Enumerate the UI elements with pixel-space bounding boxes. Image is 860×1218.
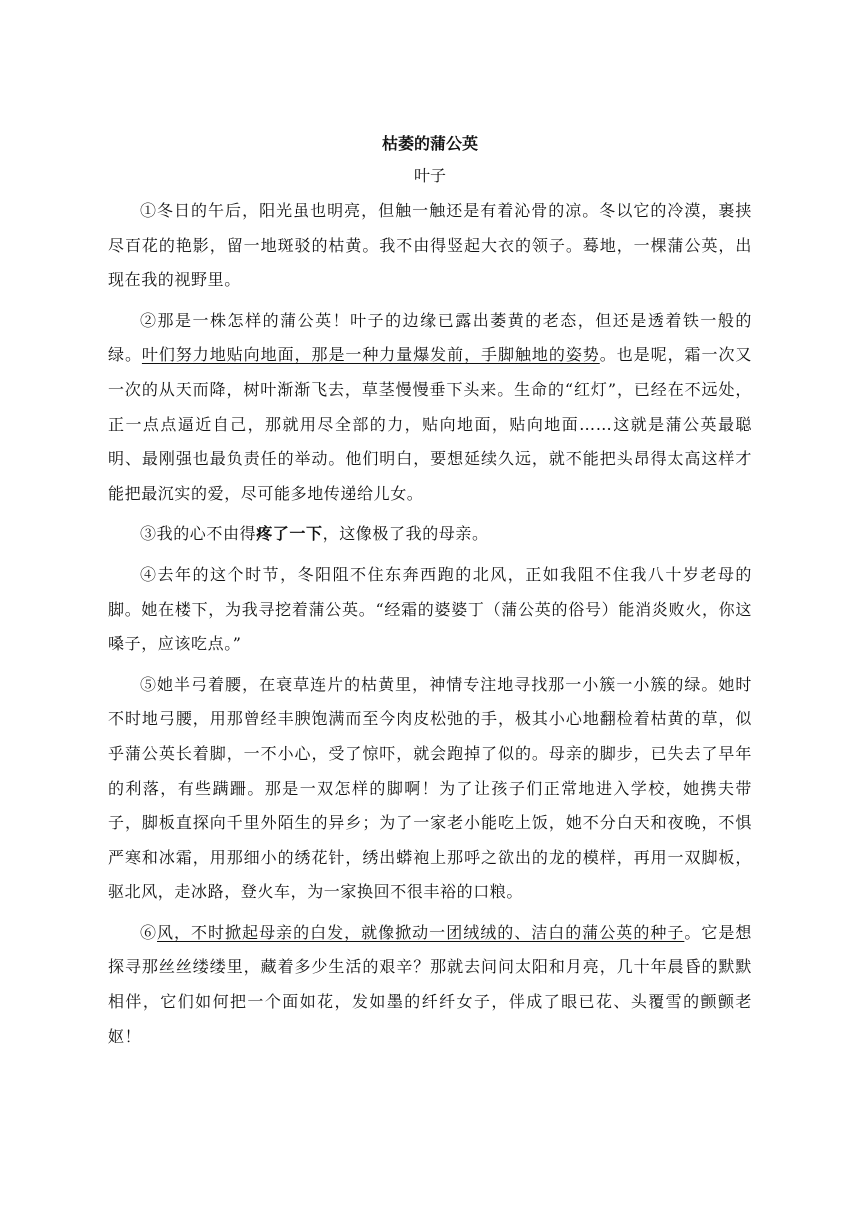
paragraph-3-text-b: ，这像极了我的母亲。 bbox=[322, 524, 489, 544]
paragraph-5: ⑤她半弓着腰，在衰草连片的枯黄里，神情专注地寻找那一小簇一小簇的绿。她时不时地弓腰，用那曾经丰腴饱满而至今肉皮松弛的手，极其小心地翻检着枯黄的草，似乎蒲公英长着脚，一不小心，受了惊吓，就会跑掉了似的。母亲的脚步，已失去了早年的利落，有些蹒跚。那是一双怎样的脚啊！为了让孩子们正常地进入学校，她携夫带子，脚板直探向千里外陌生的异乡；为了一家老小能吃上饭，她不分白天和夜晚，不惧严寒和冰霜，用那细小的绣花针，绣出蟒袍上那呼之欲出的龙的模样，再用一双脚板，驱北风，走冰路，登火车，为一家换回不很丰裕的口粮。 bbox=[108, 674, 752, 902]
paragraph-3-bold-phrase: 疼了一下 bbox=[256, 524, 323, 544]
document-page bbox=[108, 128, 752, 1054]
paragraph-2-underlined-sentence: 叶们努力地贴向地面，那是一种力量爆发前，手脚触地的姿势 bbox=[141, 345, 600, 365]
paragraph-2-text-b: 。也是呢，霜一次又一次的从天而降，树叶渐渐飞去，草茎慢慢垂下头来。生命的“红灯”，已经在不远处，正一点点逼近自己，那就用尽全部的力，贴向地面，贴向地面……这就是蒲公英最聪明、最刚强也最负责任的举动。他们明白，要想延续久远，就不能把头昂得太高这样才能把最沉实的爱，尽可能多地传递给儿女。 bbox=[108, 345, 753, 503]
paragraph-2-text-a: ②那是一株怎样的蒲公英！叶子的边缘已露出萎黄的老态，但还是透着铁一般的绿。 bbox=[108, 310, 752, 365]
paragraph-3-text-a: ③我的心不由得 bbox=[140, 524, 257, 544]
paragraph-6 bbox=[108, 916, 752, 1054]
article-author: 叶子 bbox=[413, 166, 446, 185]
paragraph-6-text-b: 。它是想探寻那丝丝缕缕里，藏着多少生活的艰辛？那就去问问太阳和月亮，几十年晨昏的默默相伴，它们如何把一个面如花，发如墨的纤纤女子，伴成了眼已花、头覆雪的颤颤老妪！ bbox=[108, 922, 752, 1046]
paragraph-1: ①冬日的午后，阳光虽也明亮，但触一触还是有着沁骨的凉。冬以它的冷漠，裹挟尽百花的艳影，留一地斑驳的枯黄。我不由得竖起大衣的领子。蓦地，一棵蒲公英，出现在我的视野里。 bbox=[108, 201, 752, 290]
paragraph-2 bbox=[108, 304, 752, 512]
article-title: 枯萎的蒲公英 bbox=[381, 134, 478, 153]
paragraph-6-text-a: ⑥ bbox=[140, 922, 158, 942]
paragraph-4: ④去年的这个时节，冬阳阻不住东奔西跑的北风，正如我阻不住我八十岁老母的脚。她在楼下，为我寻挖着蒲公英。“经霜的婆婆丁（蒲公英的俗号）能消炎败火，你这嗓子，应该吃点。” bbox=[108, 564, 752, 654]
paragraph-3 bbox=[108, 517, 752, 552]
paragraph-6-underlined-sentence: 风，不时掀起母亲的白发，就像掀动一团绒绒的、洁白的蒲公英的种子 bbox=[157, 922, 685, 942]
